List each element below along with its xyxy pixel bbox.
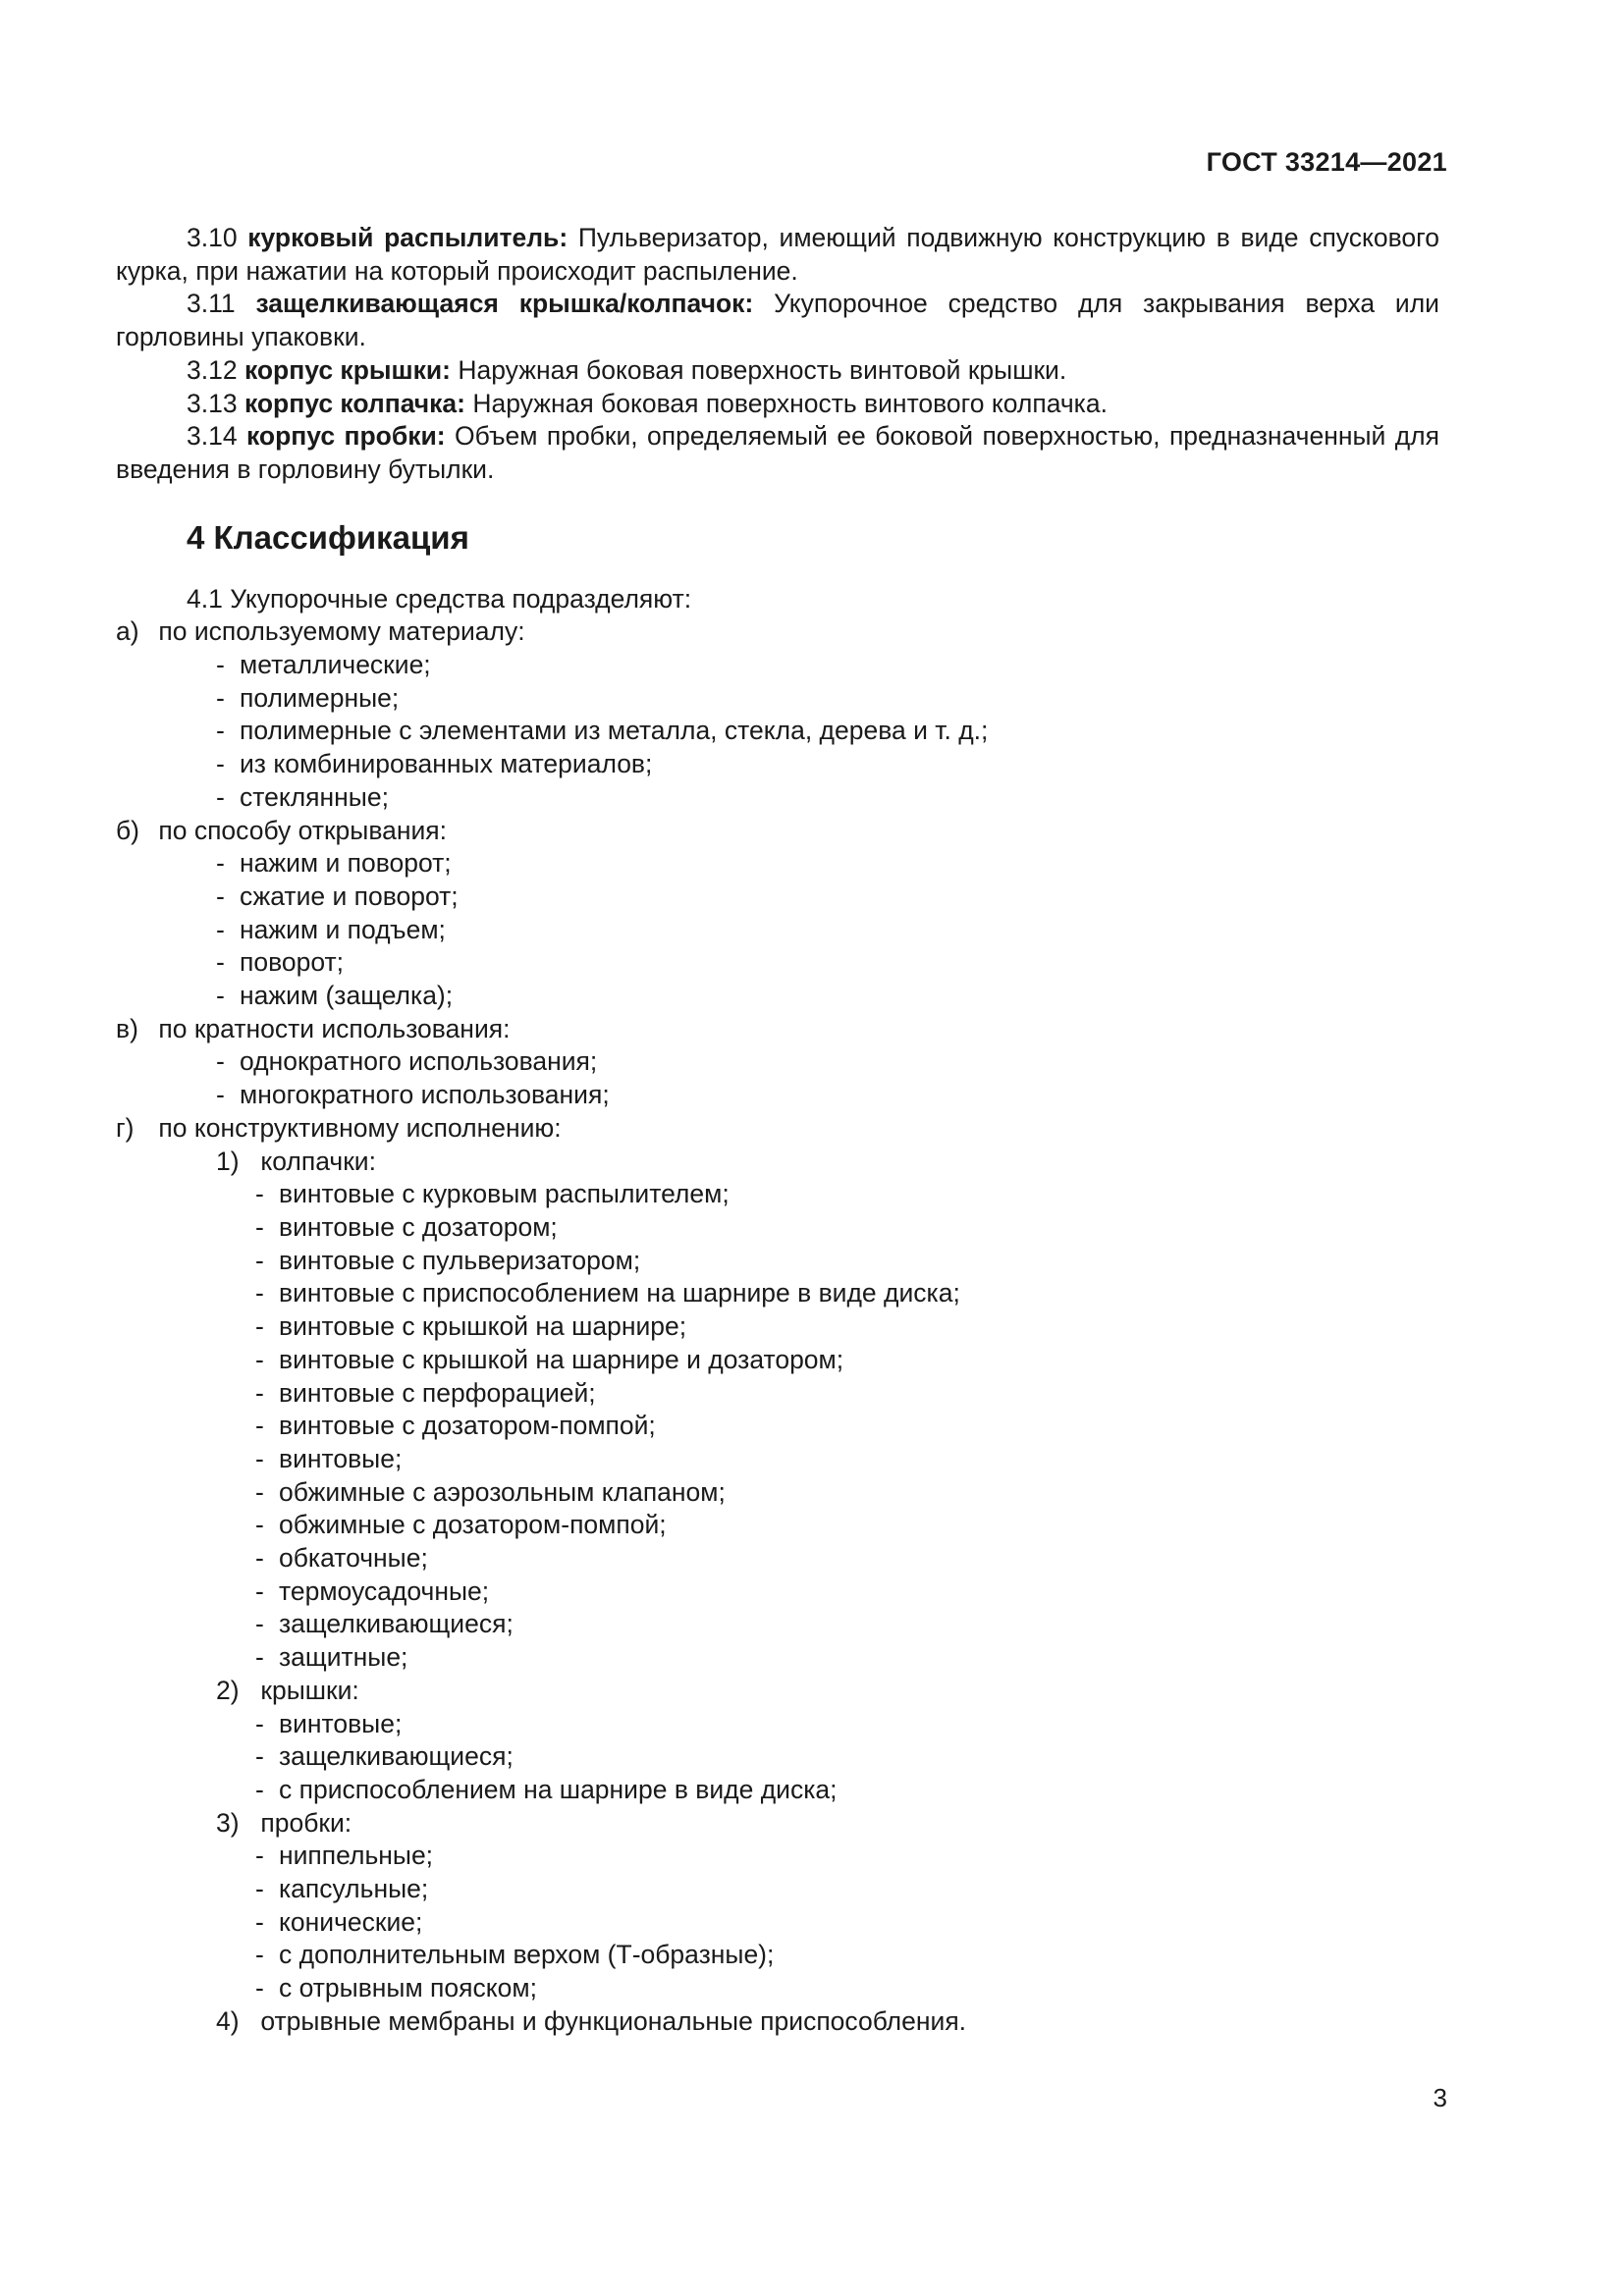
dash-marker: - [255,1609,264,1639]
term-definition: Наружная боковая поверхность винтовой крышки. [458,354,1067,385]
dash-marker: - [255,1510,264,1540]
subgroup-caps [116,1146,1439,1179]
list-item: - с приспособлением на шарнире в виде диска; [116,1774,1439,1807]
term-definition: Объем пробки, определяемый ее боковой поверхностью, предназначенный для введения в горловину бутылки. [116,421,1439,484]
list-item: - нажим (защелка); [116,980,1439,1013]
dash-marker: - [216,848,225,879]
list-item: - капсульные; [116,1873,1439,1906]
group-label: по конструктивному исполнению: [158,1112,562,1143]
list-item: - винтовые; [116,1708,1439,1741]
term-definition: Наружная боковая поверхность винтового колпачка. [472,388,1108,418]
list-item: - многократного использования; [116,1079,1439,1112]
list-item: - ниппельные; [116,1840,1439,1873]
list-item: - винтовые с пульверизатором; [116,1245,1439,1278]
list-item: - металлические; [116,649,1439,682]
subgroup-marker: 1) [216,1146,240,1176]
dash-marker: - [255,1874,264,1904]
list-item: - полимерные с элементами из металла, стекла, дерева и т. д.; [116,715,1439,748]
dash-marker: - [216,981,225,1011]
page-number: 3 [1433,2083,1447,2112]
term-3-11 [116,288,1439,353]
term-name: корпус крышки: [244,354,451,385]
section-intro: 4.1 Укупорочные средства подразделяют: [187,583,692,614]
list-item: - винтовые с приспособлением на шарнире в виде диска; [116,1277,1439,1310]
dash-marker: - [255,1973,264,2003]
page-content [116,222,1439,2039]
list-item: - нажим и подъем; [116,914,1439,947]
dash-marker: - [216,781,225,812]
term-number: 3.13 [187,388,238,418]
list-item: - защелкивающиеся; [116,1740,1439,1774]
group-marker: б) [116,815,140,845]
list-item: - стеклянные; [116,781,1439,815]
dash-marker: - [255,1741,264,1772]
list-item: - защитные; [116,1641,1439,1675]
list-item: - конические; [116,1906,1439,1940]
list-item: - термоусадочные; [116,1575,1439,1609]
dash-marker: - [216,947,225,978]
term-3-10 [116,222,1439,288]
dash-marker: - [255,1774,264,1804]
group-marker: г) [116,1112,135,1143]
term-number: 3.10 [187,223,238,252]
list-item: - винтовые с дозатором-помпой; [116,1410,1439,1443]
dash-marker: - [255,1708,264,1738]
term-number: 3.11 [187,289,236,319]
dash-marker: - [255,1211,264,1242]
dash-marker: - [255,1940,264,1970]
subgroup-marker: 3) [216,1807,240,1838]
term-3-12 [116,354,1439,388]
dash-marker: - [255,1245,264,1275]
dash-marker: - [255,1344,264,1374]
dash-marker: - [216,716,225,746]
subgroup-label: отрывные мембраны и функциональные приспособления. [260,2005,967,2036]
dash-marker: - [255,1841,264,1871]
document-code-header: ГОСТ 33214—2021 [1206,147,1447,177]
list-item: - с отрывным пояском; [116,1972,1439,2005]
term-3-14 [116,420,1439,486]
group-label: по используемому материалу: [158,616,525,647]
list-item: - винтовые с крышкой на шарнире и дозатором; [116,1344,1439,1377]
dash-marker: - [216,881,225,911]
group-b [116,815,1439,848]
dash-marker: - [216,749,225,779]
list-item: - с дополнительным верхом (Т-образные); [116,1939,1439,1972]
dash-marker: - [255,1906,264,1937]
list-item: - обкаточные; [116,1542,1439,1575]
list-item: - нажим и поворот; [116,847,1439,881]
dash-marker: - [255,1642,264,1673]
dash-marker: - [255,1476,264,1507]
dash-marker: - [255,1311,264,1342]
subgroup-label: колпачки: [260,1146,376,1176]
dash-marker: - [255,1443,264,1473]
list-item: - винтовые с перфорацией; [116,1377,1439,1411]
dash-marker: - [255,1377,264,1408]
subgroup-label: пробки: [260,1807,352,1838]
dash-marker: - [255,1575,264,1606]
subgroup-label: крышки: [260,1675,359,1705]
list-item: - полимерные; [116,682,1439,716]
list-item: - винтовые с курковым распылителем; [116,1178,1439,1211]
group-label: по способу открывания: [158,815,447,845]
list-item: - однократного использования; [116,1045,1439,1079]
list-item: - винтовые с крышкой на шарнире; [116,1310,1439,1344]
group-marker: в) [116,1013,138,1043]
subgroup-membranes [116,2005,1439,2039]
group-a [116,615,1439,649]
group-marker: а) [116,616,139,647]
dash-marker: - [216,682,225,713]
list-item: - защелкивающиеся; [116,1608,1439,1641]
list-item: - из комбинированных материалов; [116,748,1439,781]
group-label: по кратности использования: [158,1013,511,1043]
dash-marker: - [255,1179,264,1209]
subgroup-marker: 4) [216,2005,240,2036]
list-item: - сжатие и поворот; [116,881,1439,914]
group-v [116,1013,1439,1046]
term-3-13 [116,388,1439,421]
list-item: - поворот; [116,946,1439,980]
dash-marker: - [216,914,225,944]
term-number: 3.14 [187,421,238,452]
dash-marker: - [216,650,225,680]
list-item: - обжимные с аэрозольным клапаном; [116,1476,1439,1510]
term-definition: Укупорочное средство для закрывания верха или горловины упаковки. [116,289,1439,352]
list-item: - винтовые; [116,1443,1439,1476]
dash-marker: - [216,1046,225,1077]
dash-marker: - [255,1543,264,1574]
term-name: защелкивающаяся крышка/колпачок: [255,289,754,319]
subgroup-lids [116,1675,1439,1708]
dash-marker: - [255,1278,264,1308]
term-name: курковый распылитель: [247,223,568,252]
term-number: 3.12 [187,354,238,385]
term-name: корпус колпачка: [244,388,465,418]
term-definition: Пульверизатор, имеющий подвижную конструкцию в виде спускового курка, при нажатии на который происходит распыление. [116,223,1439,286]
section-title: 4 Классификация [187,518,469,556]
subgroup-marker: 2) [216,1675,240,1705]
dash-marker: - [255,1411,264,1441]
list-item: - обжимные с дозатором-помпой; [116,1509,1439,1542]
subgroup-stoppers [116,1807,1439,1841]
group-g [116,1112,1439,1146]
term-name: корпус пробки: [245,421,446,452]
dash-marker: - [216,1080,225,1110]
list-item: - винтовые с дозатором; [116,1211,1439,1245]
